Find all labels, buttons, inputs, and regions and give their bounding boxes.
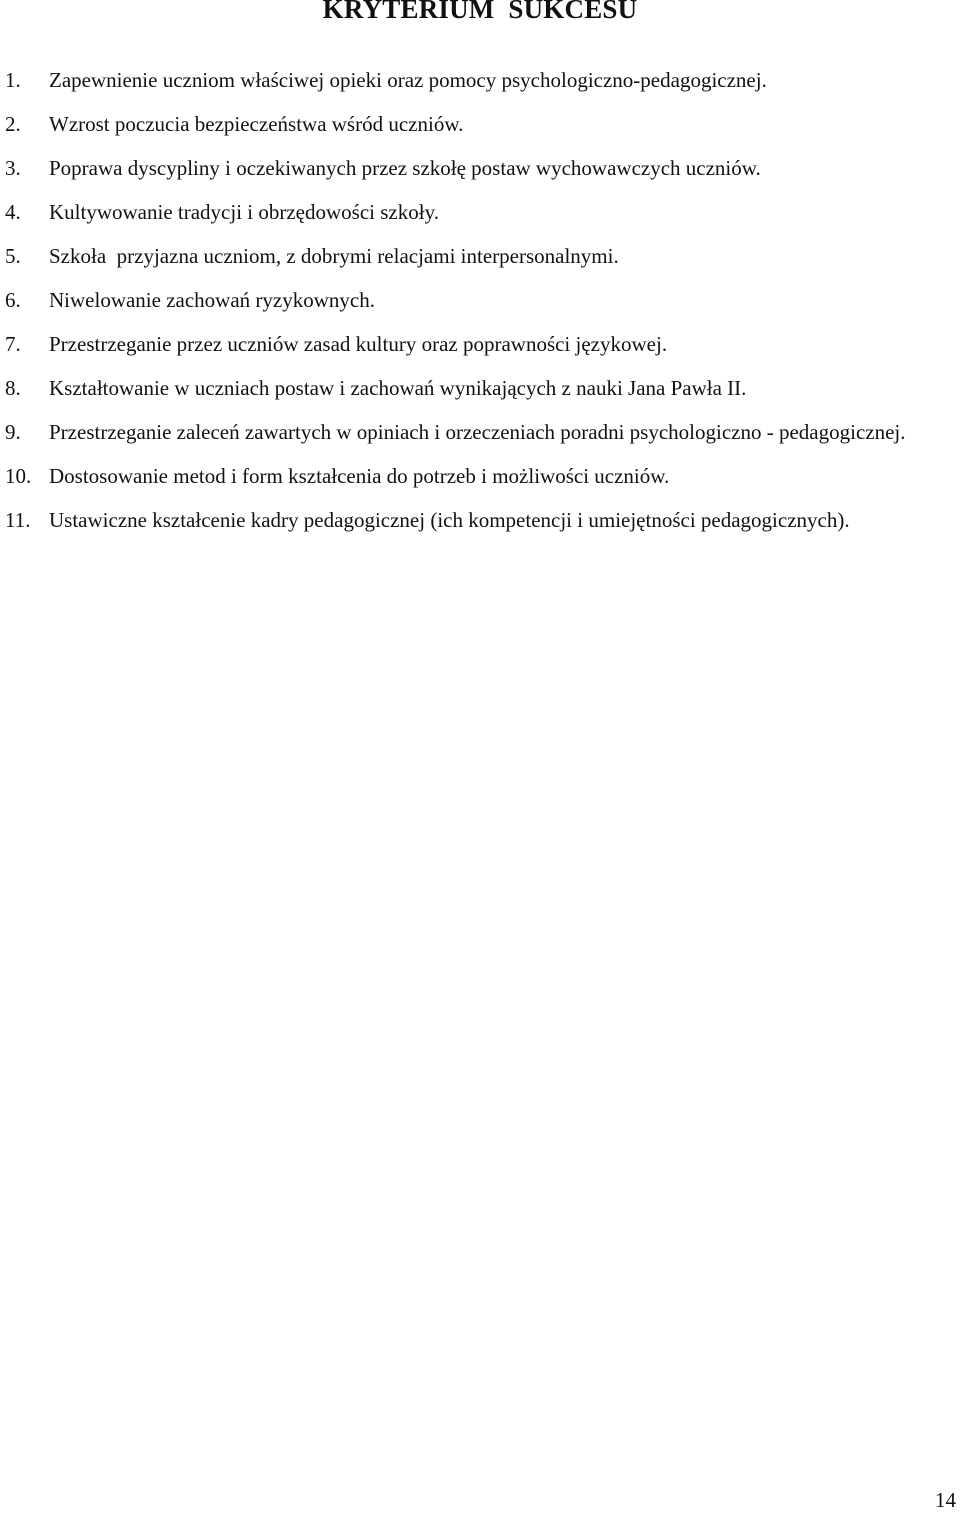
- list-item: [0, 366, 960, 410]
- list-item: [0, 146, 960, 190]
- list-item-text: Wzrost poczucia bezpieczeństwa wśród uczniów.: [49, 112, 464, 136]
- list-item-number: 9.: [5, 420, 21, 444]
- list-item-text: Przestrzeganie przez uczniów zasad kultury oraz poprawności językowej.: [49, 332, 668, 356]
- success-criteria-list: [0, 58, 960, 542]
- list-item-text: Przestrzeganie zaleceń zawartych w opiniach i orzeczeniach poradni psychologiczno - pedagogicznej.: [49, 420, 906, 444]
- list-item-number: 4.: [5, 200, 21, 224]
- list-item-text: Kultywowanie tradycji i obrzędowości szkoły.: [49, 200, 439, 224]
- list-item: [0, 102, 960, 146]
- list-item-number: 8.: [5, 376, 21, 400]
- list-item-text: Ustawiczne kształcenie kadry pedagogicznej (ich kompetencji i umiejętności pedagogicznych).: [49, 508, 850, 532]
- list-item-number: 5.: [5, 244, 21, 268]
- list-item-number: 10.: [5, 464, 32, 488]
- list-item: [0, 322, 960, 366]
- list-item-text: Kształtowanie w uczniach postaw i zachowań wynikających z nauki Jana Pawła II.: [49, 376, 747, 400]
- list-item: [0, 234, 960, 278]
- list-item: [0, 190, 960, 234]
- list-item-number: 2.: [5, 112, 21, 136]
- list-item-text: Poprawa dyscypliny i oczekiwanych przez szkołę postaw wychowawczych uczniów.: [49, 156, 761, 180]
- list-item: [0, 498, 960, 542]
- list-item: [0, 58, 960, 102]
- list-item-number: 7.: [5, 332, 21, 356]
- list-item-text: Niwelowanie zachowań ryzykownych.: [49, 288, 375, 312]
- list-item-number: 3.: [5, 156, 21, 180]
- list-item-text: Dostosowanie metod i form kształcenia do potrzeb i możliwości uczniów.: [49, 464, 670, 488]
- list-item: [0, 410, 960, 454]
- list-item: [0, 454, 960, 498]
- list-item-text: Zapewnienie uczniom właściwej opieki oraz pomocy psychologiczno-pedagogicznej.: [49, 68, 767, 92]
- page-number: 14: [935, 1488, 956, 1512]
- list-item-number: 11.: [5, 508, 31, 532]
- list-item-number: 1.: [5, 68, 21, 92]
- list-item-text: Szkoła przyjazna uczniom, z dobrymi relacjami interpersonalnymi.: [49, 244, 619, 268]
- list-item-number: 6.: [5, 288, 21, 312]
- page-title: KRYTERIUM SUKCESU: [322, 0, 638, 24]
- list-item: [0, 278, 960, 322]
